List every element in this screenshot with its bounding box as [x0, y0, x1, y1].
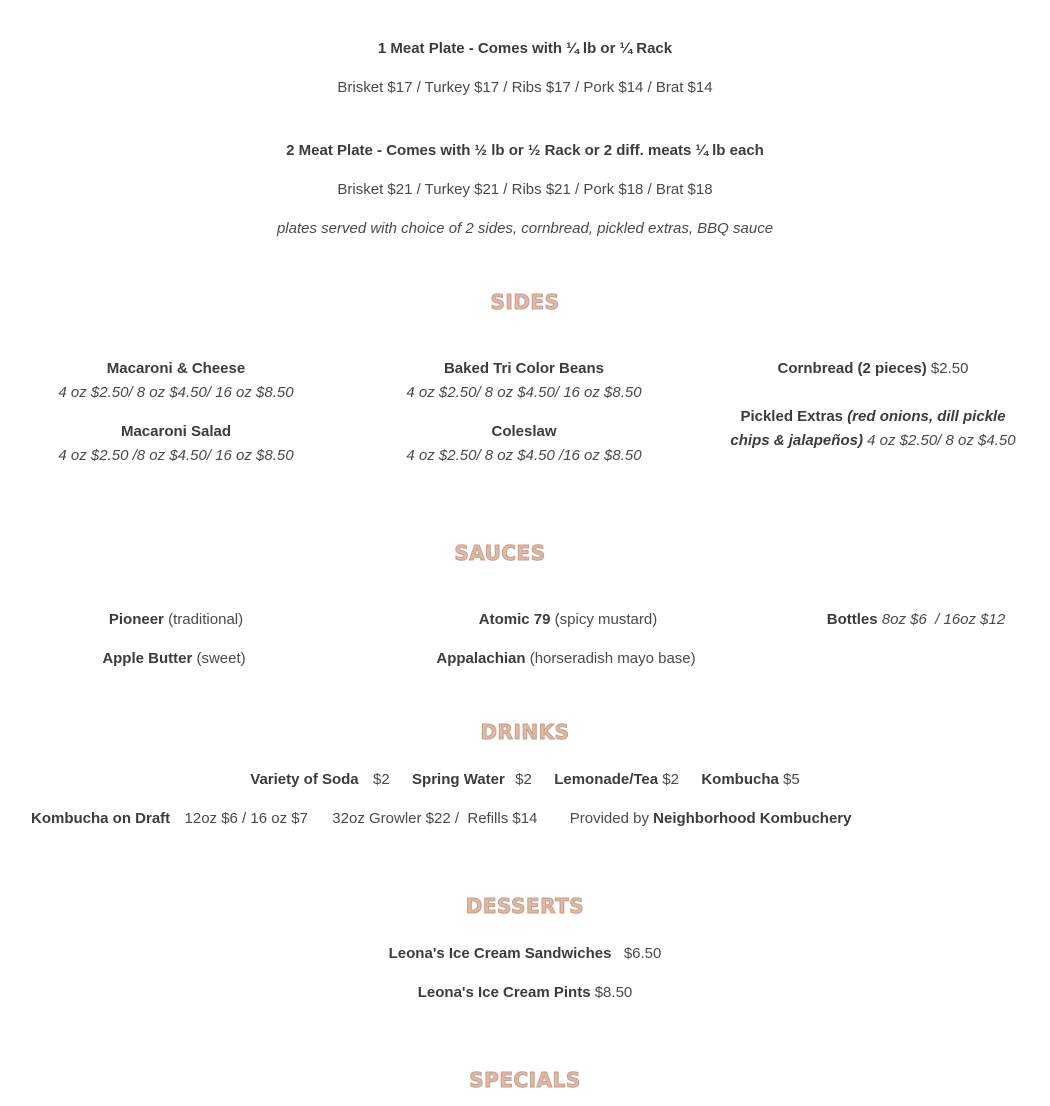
side-mac-salad [26, 420, 326, 468]
kombucha-draft-row [31, 809, 851, 829]
drink-lemonade-name: Lemonade/Tea [554, 771, 659, 788]
sauce-appalachian-name: Appalachian [436, 650, 526, 667]
side-beans [374, 357, 674, 405]
draft-name: Kombucha on Draft [31, 810, 171, 827]
sauce-pioneer [26, 608, 326, 632]
two-meat-plate-prices: Brisket $21 / Turkey $21 / Ribs $21 / Pork $18 / Brat $18 [337, 181, 713, 198]
side-coleslaw [374, 420, 674, 468]
dessert-pints [0, 983, 1050, 1003]
drink-soda-name: Variety of Soda [250, 771, 359, 788]
side-pickled-prices: 4 oz $2.50/ 8 oz $4.50 [867, 432, 1016, 449]
sauce-apple-butter-name: Apple Butter [102, 650, 193, 667]
side-mac-cheese-prices: 4 oz $2.50/ 8 oz $4.50/ 16 oz $8.50 [58, 384, 294, 401]
side-coleslaw-name: Coleslaw [491, 423, 557, 440]
plates-note: plates served with choice of 2 sides, cornbread, pickled extras, BBQ sauce [276, 220, 774, 237]
drink-kombucha-price: $5 [783, 771, 800, 788]
side-pickled-extras [718, 405, 1028, 453]
sauce-apple-butter-desc: (sweet) [196, 650, 246, 667]
sauce-bottles-name: Bottles [826, 611, 878, 628]
sauce-pioneer-name: Pioneer [108, 611, 164, 628]
drink-kombucha-name: Kombucha [701, 771, 779, 788]
side-beans-prices: 4 oz $2.50/ 8 oz $4.50/ 16 oz $8.50 [406, 384, 642, 401]
sauce-bottles [766, 608, 1050, 632]
side-cornbread [723, 357, 1023, 381]
two-meat-plate-title: 2 Meat Plate - Comes with ½ lb or ½ Rack or 2 diff. meats ¼ lb each [286, 142, 764, 159]
drink-soda-price: $2 [373, 771, 390, 788]
dessert-pints-name: Leona's Ice Cream Pints [417, 984, 591, 1001]
specials-heading: SPECIALS [469, 1068, 581, 1092]
sauce-apple-butter [24, 647, 324, 671]
draft-provided-by: Provided by [569, 810, 649, 827]
sauce-bottles-prices: 8oz $6 / 16oz $12 [881, 611, 1006, 628]
sauce-appalachian [406, 647, 726, 671]
desserts-heading: DESSERTS [465, 894, 585, 918]
drink-lemonade-price: $2 [662, 771, 679, 788]
dessert-sandwiches-price: $6.50 [623, 945, 662, 962]
drinks-heading: DRINKS [480, 720, 570, 744]
dessert-sandwiches-name: Leona's Ice Cream Sandwiches [388, 945, 612, 962]
side-pickled-detail-2: chips & jalapeños) [730, 432, 863, 449]
drink-water-price: $2 [515, 771, 532, 788]
side-mac-salad-name: Macaroni Salad [120, 423, 232, 440]
draft-growler: 32oz Growler $22 / Refills $14 [332, 810, 538, 827]
sauce-atomic [418, 608, 718, 632]
sides-heading: SIDES [490, 290, 560, 314]
side-cornbread-name: Cornbread (2 pieces) [777, 360, 927, 377]
one-meat-plate-prices: Brisket $17 / Turkey $17 / Ribs $17 / Pork $14 / Brat $14 [337, 79, 713, 96]
dessert-sandwiches [0, 944, 1050, 964]
drinks-row [0, 770, 1050, 790]
side-mac-cheese-name: Macaroni & Cheese [106, 360, 246, 377]
side-pickled-name: Pickled Extras [740, 408, 844, 425]
sauces-heading: SAUCES [454, 541, 546, 565]
draft-sizes: 12oz $6 / 16 oz $7 [184, 810, 308, 827]
side-mac-cheese [26, 357, 326, 405]
side-pickled-detail-1: (red onions, dill pickle [847, 408, 1006, 425]
draft-provider: Neighborhood Kombuchery [653, 810, 852, 827]
sauce-pioneer-desc: (traditional) [168, 611, 244, 628]
side-beans-name: Baked Tri Color Beans [443, 360, 605, 377]
sauce-appalachian-desc: (horseradish mayo base) [529, 650, 696, 667]
sauce-atomic-desc: (spicy mustard) [554, 611, 658, 628]
side-cornbread-price: $2.50 [930, 360, 969, 377]
drink-water-name: Spring Water [412, 771, 505, 788]
dessert-pints-price: $8.50 [594, 984, 633, 1001]
sauce-atomic-name: Atomic 79 [478, 611, 551, 628]
side-mac-salad-prices: 4 oz $2.50 /8 oz $4.50/ 16 oz $8.50 [58, 447, 294, 464]
one-meat-plate-title: 1 Meat Plate - Comes with ¼ lb or ¼ Rack [377, 40, 673, 57]
side-coleslaw-prices: 4 oz $2.50/ 8 oz $4.50 /16 oz $8.50 [406, 447, 642, 464]
